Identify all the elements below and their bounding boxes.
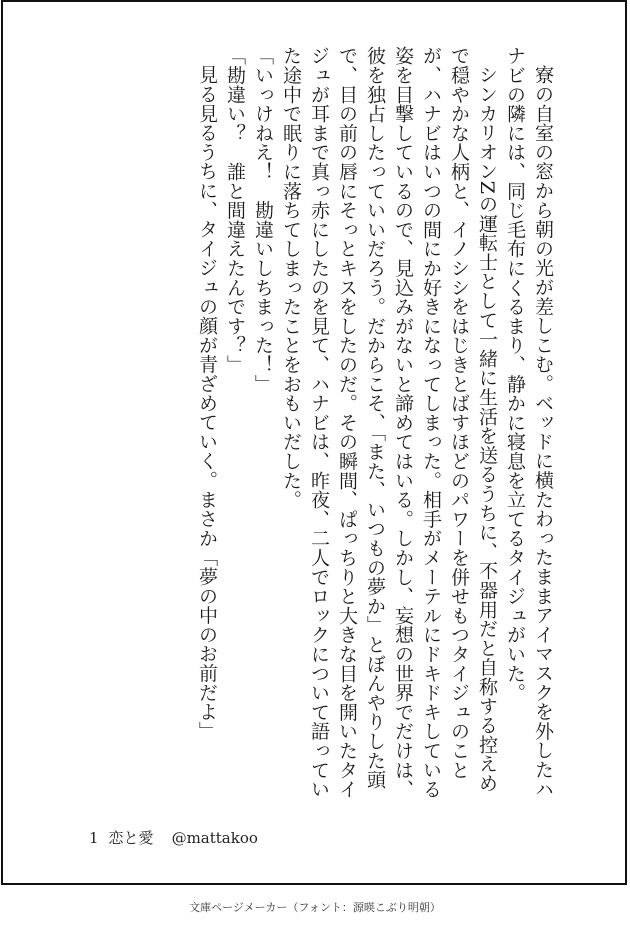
author-handle: @mattakoo: [171, 829, 258, 847]
page-number: 1: [89, 829, 99, 847]
page-frame: [1, 0, 627, 885]
dialogue-line-1: 「いっけねえ！ 勘違いしちまった！」: [252, 46, 274, 394]
generator-caption: 文庫ページメーカー（フォント：源暎こぶり明朝）: [189, 901, 441, 914]
paragraph-3: 見る見るうちに、タイジュの顔が青ざめていく。まさか「夢の中のお前だよ」: [196, 65, 218, 741]
story-title: 恋と愛: [108, 829, 154, 847]
paragraph-2: シンカリオンZの運転士として一緒に生活を送るうちに、不器用だと自称する控えめで穏やかな人柄と、イノシシをはじきとばすほどのパワーを併せもつタイジュのことが、ハナビはいつの間にか好きになってしまった。相手がメーテルにドキドキしている姿を目撃しているので、見込みがないと諦めてはいる。しかし、妄想の世界でだけは、彼を独占したっていいだろう。だからこそ、「また、いつもの夢か」とぼんやりした頭で、目の前の唇にそっとキスをしたのだ。その瞬間、ぱっちりと大きな目を開いたタイジュが耳まで真っ赤にしたのを見て、ハナビは、昨夜、二人でロックについて語っていた途中で眠りに落ちてしまったことをおもいだした。: [280, 46, 498, 799]
body-text: [193, 46, 557, 806]
page-footer: [89, 827, 258, 848]
dialogue-line-2: 「勘違い？ 誰と間違えたんです？」: [224, 46, 246, 375]
paragraph-1: 寮の自室の窓から朝の光が差しこむ。ベッドに横たわったままアイマスクを外したハナビの隣には、同じ毛布にくるまり、静かに寝息を立てるタイジュがいた。: [504, 46, 554, 799]
